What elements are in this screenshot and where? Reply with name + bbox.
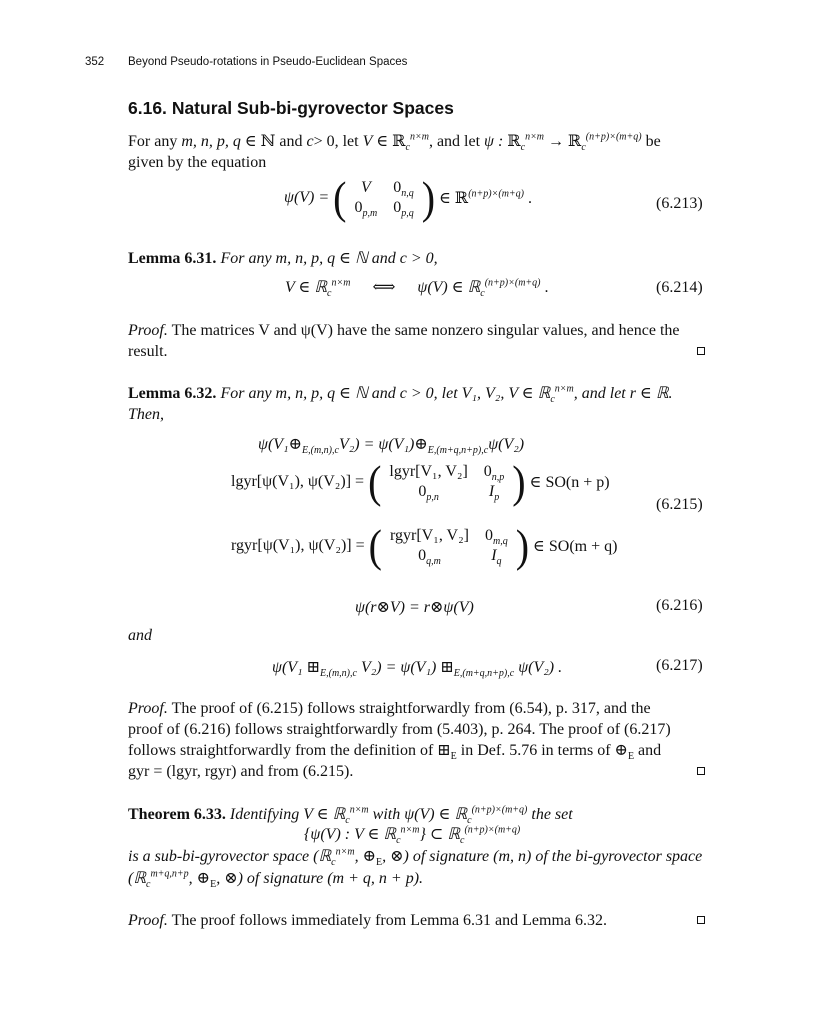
theorem-6-33-line-3: is a sub-bi-gyrovector space (ℝ$_c^{n\times m}$, $\oplus_E$, ⊗) of signature (m, n) of the bi-gyrovector space xyxy=(128,846,703,869)
equation-number-6-213: (6.213) xyxy=(656,195,703,212)
and-word: and xyxy=(128,627,152,644)
section-name: Natural Sub-bi-gyrovector Spaces xyxy=(171,98,454,118)
lemma-6-32-proof-line-4: gyr = (lgyr, rgyr) and from (6.215). xyxy=(128,763,354,780)
lemma-6-31-proof-line-2: result. xyxy=(128,343,168,360)
section-title xyxy=(128,98,454,119)
equation-6-215-sum: $\psi(V_1\oplus_{E,(m,n),c}V_2)$ = $\psi(V_1)\oplus_{E,(m+q,n+p),c}\psi(V_2)$ xyxy=(258,436,525,457)
equation-number-6-215: (6.215) xyxy=(656,496,703,513)
lemma-6-32-line-2: Then, xyxy=(128,406,164,423)
running-title: Beyond Pseudo-rotations in Pseudo-Euclidean Spaces xyxy=(128,56,408,68)
lemma-6-32-proof-line-2: proof of (6.216) follows straightforwardly from (5.403), p. 264. The proof of (6.217) xyxy=(128,721,671,738)
equation-number-6-217: (6.217) xyxy=(656,657,703,674)
equation-6-215-rgyr: rgyr[ψ(V₁), ψ(V₂)] = ( rgyr[V₁, V₂] $0_{m,q}$ $0_{q,m}$ $I_q$ ) ∈ SO(m + q) xyxy=(231,519,618,572)
intro-line-2: given by the equation xyxy=(128,154,267,171)
qed-box xyxy=(697,347,705,355)
equation-number-6-214: (6.214) xyxy=(656,279,703,296)
intro-line-1: For any m, n, p, q ∈ ℕ and c> 0, let V ∈ ℝ$_c^{n\times m}$, and let ψ : ℝ$_c^{n\times m}$ → ℝ$_c^{(n+p)\times(m+q)}$ be xyxy=(128,131,661,154)
section-number: 6.16. xyxy=(128,98,167,118)
page-number: 352 xyxy=(85,56,105,68)
theorem-6-33-line-2: {ψ(V) : V ∈ ℝ$_c^{n\times m}$} ⊂ ℝ$_c^{(n+p)\times(m+q)}$ xyxy=(304,824,521,847)
lemma-6-31-statement: Lemma 6.31. For any m, n, p, q ∈ ℕ and c > 0, xyxy=(128,250,438,267)
equation-6-214: V ∈ ℝ$_c^{n\times m}$ ⟺ ψ(V) ∈ ℝ$_c^{(n+p)\times(m+q)}$ . xyxy=(285,277,549,300)
theorem-6-33-line-4: (ℝ$_c^{m+q,n+p}$, $\oplus_E$, ⊗) of signature (m + q, n + p). xyxy=(128,868,424,891)
equation-6-213: ψ(V) = ( V $0_{n,q}$ $0_{p,m}$ $0_{p,q}$ ) ∈ ℝ$^{(n+p)\times(m+q)}$ . xyxy=(284,171,532,224)
lemma-6-32-proof-line-1: Proof. The proof of (6.215) follows straightforwardly from (6.54), p. 317, and the xyxy=(128,700,651,717)
equation-6-215-lgyr: lgyr[ψ(V₁), ψ(V₂)] = ( lgyr[V₁, V₂] $0_{n,p}$ $0_{p,n}$ $I_p$ ) ∈ SO(n + p) xyxy=(231,455,610,508)
qed-box xyxy=(697,916,705,924)
qed-box xyxy=(697,767,705,775)
theorem-6-33-proof: Proof. The proof follows immediately from Lemma 6.31 and Lemma 6.32. xyxy=(128,912,608,929)
lemma-6-31-proof-line-1: Proof. The matrices V and ψ(V) have the same nonzero singular values, and hence the xyxy=(128,322,680,339)
lemma-6-32-proof-line-3: follows straightforwardly from the definition of $⊞_E$ in Def. 5.76 in terms of $\oplus_E$ and xyxy=(128,742,662,763)
equation-6-217: ψ(V₁ $⊞_{E,(m,n),c}$ V₂) = ψ(V₁) $⊞_{E,(m+q,n+p),c}$ ψ(V₂) . xyxy=(272,659,563,680)
equation-number-6-216: (6.216) xyxy=(656,597,703,614)
equation-6-216: ψ(r⊗V) = r⊗ψ(V) xyxy=(355,599,474,616)
lemma-6-32-line-1: Lemma 6.32. For any m, n, p, q ∈ ℕ and c > 0, let V₁, V₂, V ∈ ℝ$_c^{n\times m}$, and let r ∈ ℝ. xyxy=(128,383,673,406)
theorem-6-33-line-1: Theorem 6.33. Identifying V ∈ ℝ$_c^{n\times m}$ with ψ(V) ∈ ℝ$_c^{(n+p)\times(m+q)}$ the set xyxy=(128,804,573,827)
